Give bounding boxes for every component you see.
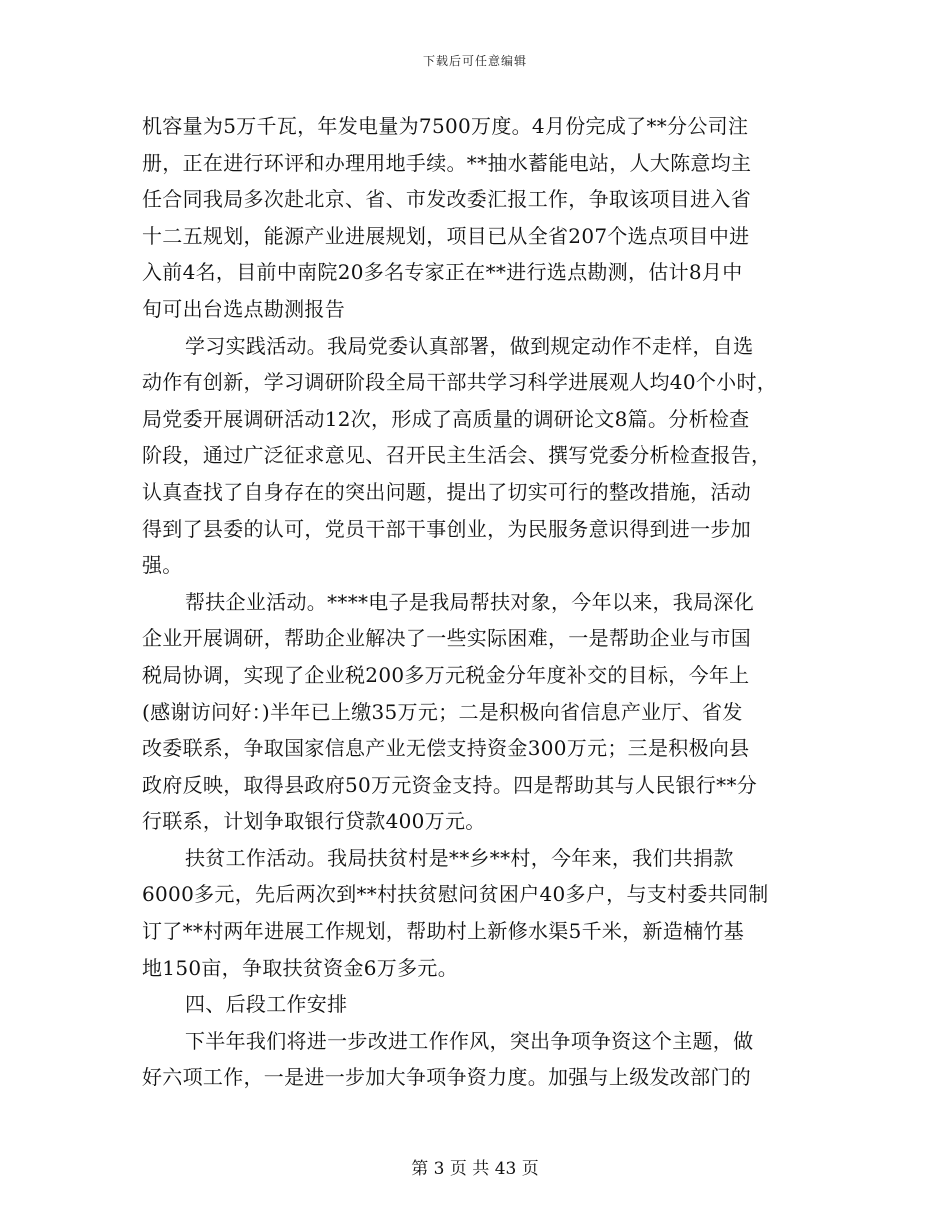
page-number-footer: 第 3 页 共 43 页 [411,1159,539,1179]
text-line: 阶段，通过广泛征求意见、召开民主生活会、撰写党委分析检查报告， [142,443,772,468]
paragraph-first-line: 学习实践活动。我局党委认真部署，做到规定动作不走样，自选 [185,333,754,358]
text-line: 旬可出台选点勘测报告 [142,296,345,321]
text-line: 好六项工作，一是进一步加大争项争资力度。加强与上级发改部门的 [142,1065,751,1090]
section-heading: 四、后段工作安排 [185,992,348,1017]
text-line: 税局协调，实现了企业税200多万元税金分年度补交的目标，今年上 [142,662,750,687]
text-line: 十二五规划，能源产业进展规划，项目已从全省207个选点项目中进 [142,223,750,248]
paragraph-first-line: 扶贫工作活动。我局扶贫村是**乡**村，今年来，我们共捐款 [185,845,734,870]
text-line: 得到了县委的认可，党员干部干事创业，为民服务意识得到进一步加 [142,516,751,541]
text-line: 地150亩，争取扶贫资金6万多元。 [142,955,458,980]
text-line: 册，正在进行环评和办理用地手续。**抽水蓄能电站，人大陈意均主 [142,150,752,175]
text-line: 局党委开展调研活动12次，形成了高质量的调研论文8篇。分析检查 [142,406,750,431]
page-header-note: 下载后可任意编辑 [422,54,527,68]
text-line: 机容量为5万千瓦，年发电量为7500万度。4月份完成了**分公司注 [142,114,749,138]
text-line: 入前4名，目前中南院20多名专家正在**进行选点勘测，估计8月中 [142,260,743,285]
paragraph-first-line: 帮扶企业活动。****电子是我局帮扶对象，今年以来，我局深化 [185,589,754,614]
text-line: 改委联系，争取国家信息产业无偿支持资金300万元；三是积极向县 [142,736,750,761]
document-body [142,108,814,1096]
text-line: 行联系，计划争取银行贷款400万元。 [142,809,486,834]
text-line: 任合同我局多次赴北京、省、市发改委汇报工作，争取该项目进入省 [142,187,751,212]
text-line: 强。 [142,553,183,578]
text-line: 6000多元，先后两次到**村扶贫慰问贫困户40多户，与支村委共同制 [142,882,769,907]
text-line: 企业开展调研，帮助企业解决了一些实际困难，一是帮助企业与市国 [142,626,751,651]
text-line: 政府反映，取得县政府50万元资金支持。四是帮助其与人民银行**分 [142,772,758,797]
text-line: 认真查找了自身存在的突出问题，提出了切实可行的整改措施，活动 [142,479,751,504]
text-line: (感谢访问好：)半年已上缴35万元；二是积极向省信息产业厅、省发 [142,699,743,724]
text-line: 动作有创新，学习调研阶段全局干部共学习科学进展观人均40个小时， [142,370,778,395]
text-line: 订了**村两年进展工作规划，帮助村上新修水渠5千米，新造楠竹基 [142,919,745,944]
paragraph-first-line: 下半年我们将进一步改进工作作风，突出争项争资这个主题，做 [185,1028,754,1053]
